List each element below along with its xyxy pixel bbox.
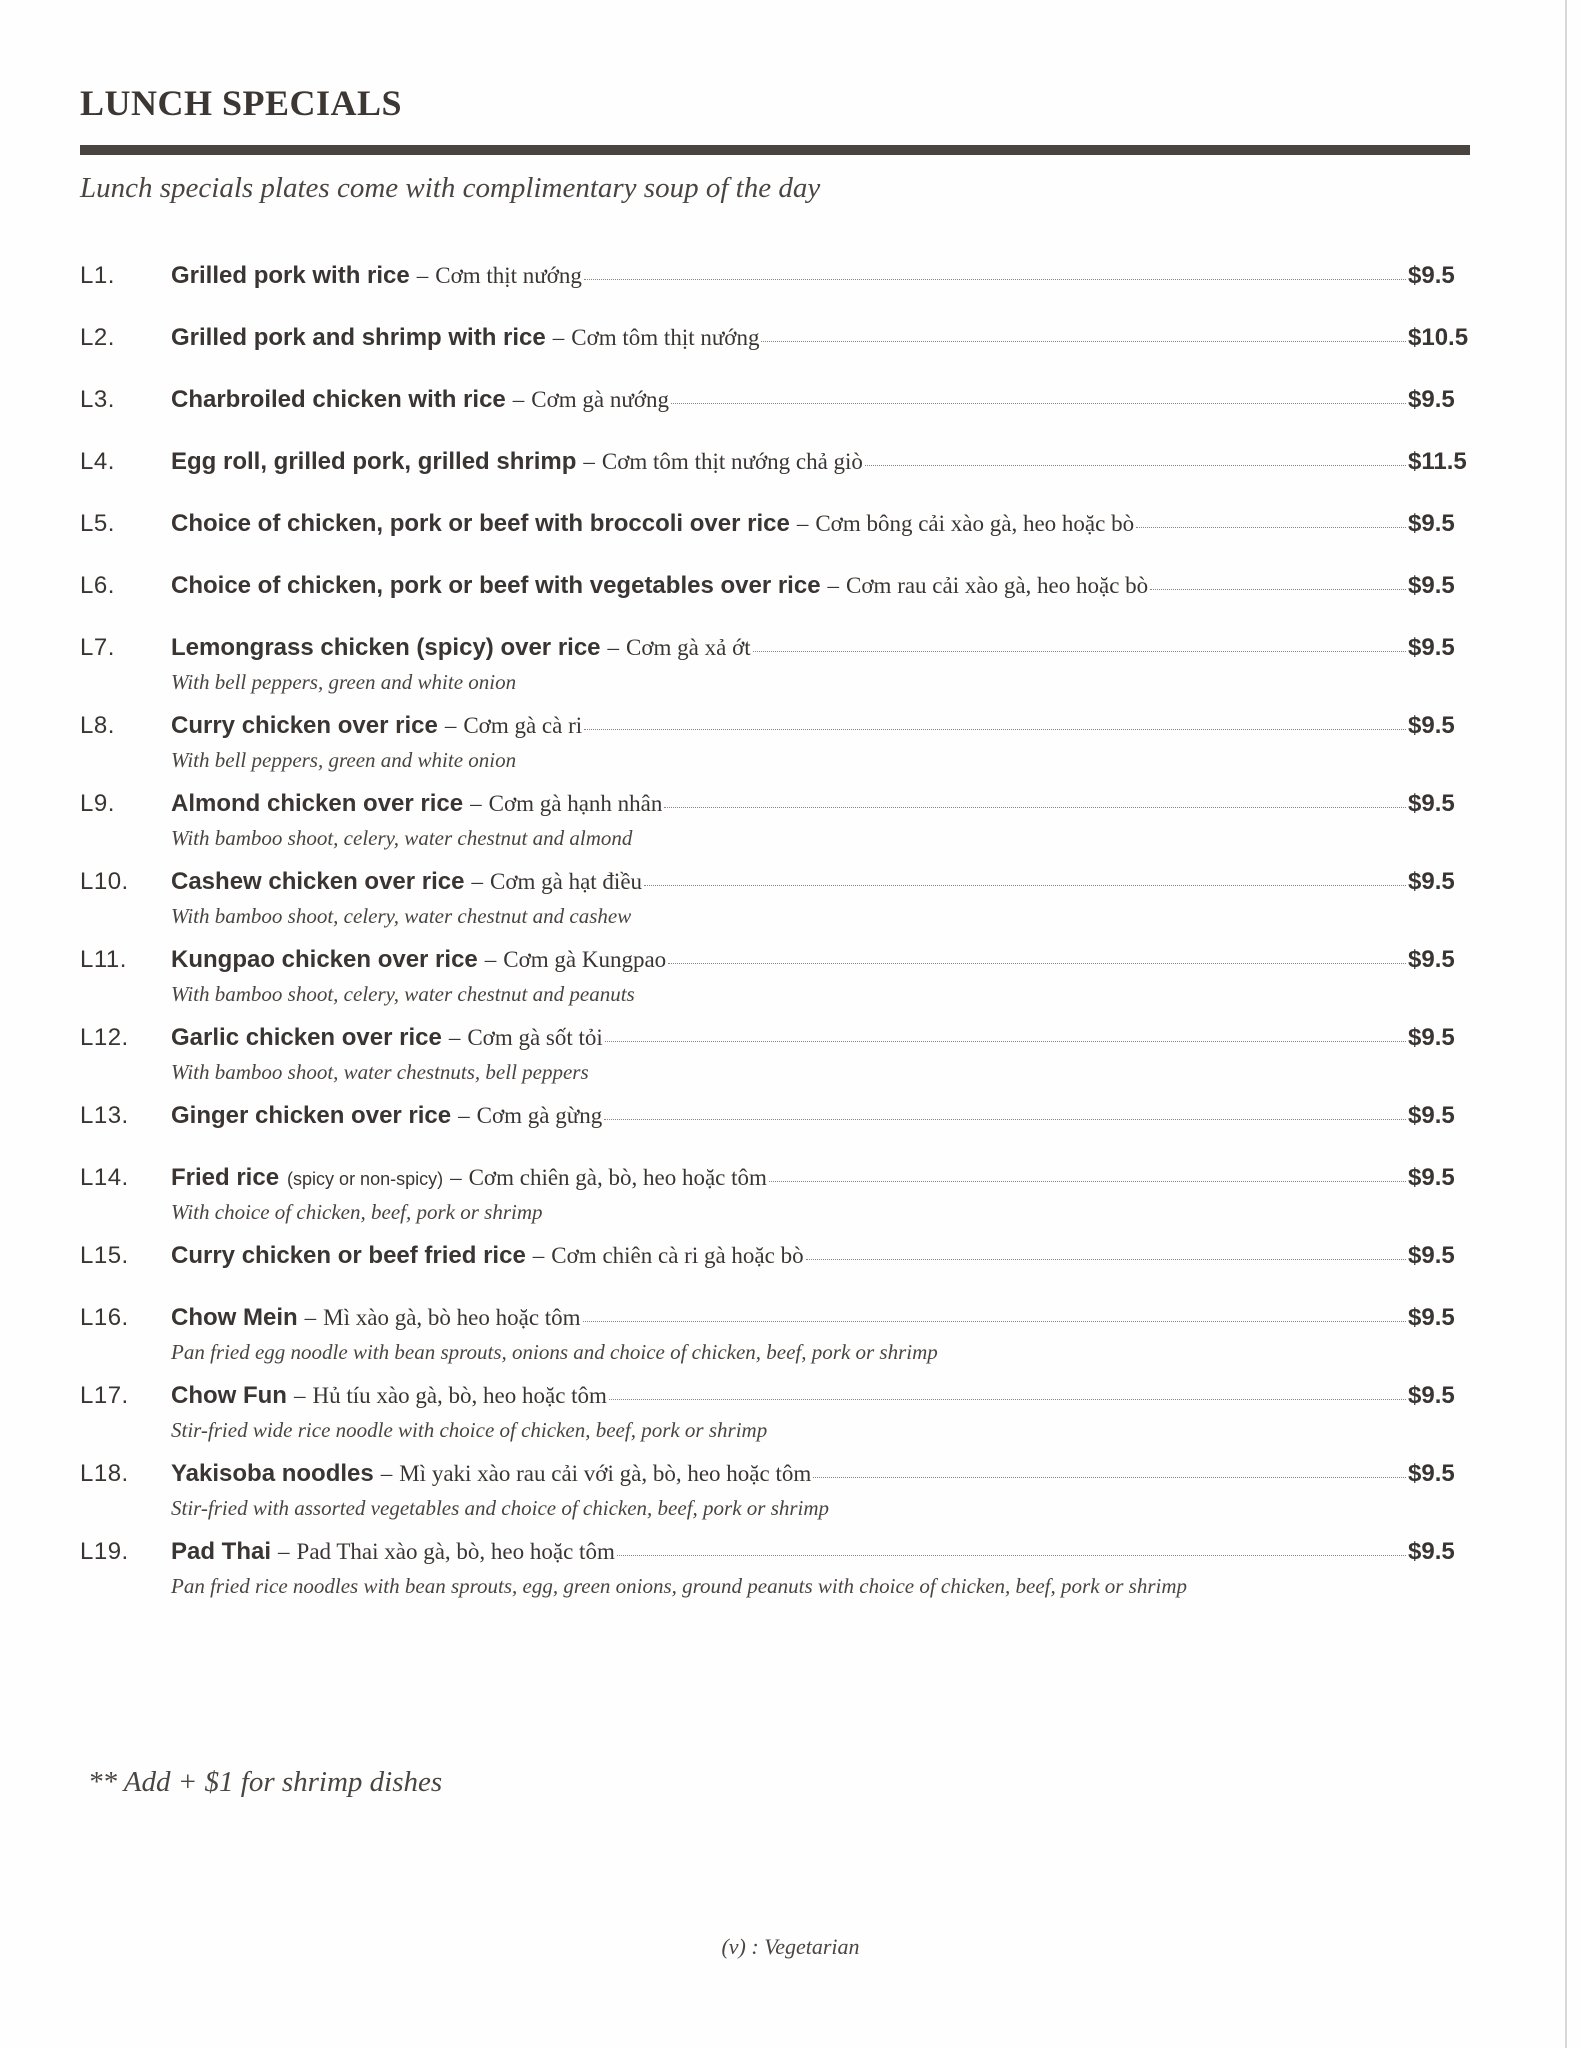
item-vietnamese-name: Cơm gà hạt điều [489, 869, 643, 894]
item-spacer [80, 853, 1470, 868]
item-vietnamese-name: Cơm chiên cà ri gà hoặc bò [551, 1243, 804, 1268]
dot-leader [617, 1554, 1406, 1556]
item-name: Fried rice [171, 1164, 280, 1191]
title-rule [80, 145, 1470, 155]
dot-leader [584, 728, 1406, 730]
item-spacer [80, 1087, 1470, 1102]
item-code: L10. [80, 868, 129, 895]
dot-leader [813, 1476, 1406, 1478]
item-description: With bamboo shoot, celery, water chestnut and cashew [171, 904, 632, 928]
item-spacer [80, 430, 1470, 448]
item-spacer [80, 1523, 1470, 1538]
dot-leader [671, 402, 1406, 404]
item-spacer [80, 1367, 1470, 1382]
menu-item [80, 1024, 1470, 1102]
dot-leader [753, 650, 1406, 652]
item-vietnamese-name: Mì xào gà, bò heo hoặc tôm [323, 1305, 581, 1330]
item-price: $9.5 [1408, 386, 1455, 413]
item-vietnamese-name: Mì yaki xào rau cải với gà, bò, heo hoặc tôm [399, 1461, 812, 1486]
dot-leader [604, 1118, 1406, 1120]
shrimp-note: ** Add + $1 for shrimp dishes [88, 1766, 443, 1798]
item-separator: – [796, 511, 809, 536]
item-code: L17. [80, 1382, 129, 1409]
item-vietnamese-name: Cơm tôm thịt nướng chả giò [601, 449, 863, 474]
item-vietnamese-name: Cơm gà gừng [476, 1103, 603, 1128]
dot-leader [769, 1180, 1406, 1182]
item-code: L18. [80, 1460, 129, 1487]
item-spacer [80, 616, 1470, 634]
item-price: $9.5 [1408, 790, 1455, 817]
item-spacer [80, 1009, 1470, 1024]
item-spacer [80, 368, 1470, 386]
item-description: With choice of chicken, beef, pork or shrimp [171, 1200, 543, 1224]
item-code: L2. [80, 324, 115, 351]
item-vietnamese-name: Cơm tôm thịt nướng [571, 325, 760, 350]
item-vietnamese-name: Cơm rau cải xào gà, heo hoặc bò [846, 573, 1149, 598]
item-vietnamese-name: Pad Thai xào gà, bò, heo hoặc tôm [296, 1539, 615, 1564]
page-subtitle: Lunch specials plates come with complimentary soup of the day [80, 172, 821, 204]
item-name: Egg roll, grilled pork, grilled shrimp [171, 448, 577, 475]
item-price: $9.5 [1408, 572, 1455, 599]
menu-item [80, 1382, 1470, 1460]
menu-item [80, 572, 1470, 634]
item-separator: – [444, 713, 457, 738]
item-separator: – [512, 387, 525, 412]
item-name: Choice of chicken, pork or beef with broccoli over rice [171, 510, 790, 537]
item-description: With bamboo shoot, water chestnuts, bell peppers [171, 1060, 589, 1084]
item-price: $9.5 [1408, 868, 1455, 895]
item-name: Garlic chicken over rice [171, 1024, 442, 1051]
item-price: $9.5 [1408, 634, 1455, 661]
dot-leader [1136, 526, 1406, 528]
menu-item [80, 1102, 1470, 1164]
item-price: $9.5 [1408, 1538, 1455, 1565]
item-name: Charbroiled chicken with rice [171, 386, 506, 413]
item-separator: – [471, 869, 483, 894]
item-code: L7. [80, 634, 115, 661]
item-description: With bamboo shoot, celery, water chestnut and peanuts [171, 982, 635, 1006]
item-code: L9. [80, 790, 115, 817]
item-vietnamese-name: Cơm gà hạnh nhân [488, 791, 663, 816]
item-name: Pad Thai [171, 1538, 272, 1565]
menu-item-row [80, 262, 1470, 306]
item-vietnamese-name: Cơm bông cải xào gà, heo hoặc bò [815, 511, 1135, 536]
item-name: Almond chicken over rice [171, 790, 464, 817]
item-vietnamese-name: Cơm gà Kungpao [503, 947, 667, 972]
item-price: $9.5 [1408, 262, 1455, 289]
item-separator: – [380, 1461, 393, 1486]
item-code: L3. [80, 386, 115, 413]
item-price: $9.5 [1408, 1460, 1455, 1487]
item-separator: – [583, 449, 595, 474]
menu-item [80, 386, 1470, 448]
dot-leader [644, 884, 1406, 886]
menu-item [80, 1164, 1470, 1242]
dot-leader [605, 1040, 1406, 1042]
item-price: $9.5 [1408, 1102, 1455, 1129]
item-code: L8. [80, 712, 115, 739]
menu-item [80, 712, 1470, 790]
item-vietnamese-name: Cơm thịt nướng [435, 263, 582, 288]
item-separator: – [458, 1103, 470, 1128]
dot-leader [583, 1320, 1406, 1322]
item-spacer [80, 1227, 1470, 1242]
item-name: Yakisoba noodles [171, 1460, 374, 1487]
dot-leader [609, 1398, 1406, 1400]
menu-item [80, 868, 1470, 946]
item-spacer [80, 554, 1470, 572]
item-code: L1. [80, 262, 115, 289]
item-description: Pan fried egg noodle with bean sprouts, onions and choice of chicken, beef, pork or shrimp [171, 1340, 938, 1364]
item-name: Grilled pork and shrimp with rice [171, 324, 546, 351]
item-price: $9.5 [1408, 946, 1455, 973]
item-separator: – [532, 1243, 545, 1268]
menu-item [80, 790, 1470, 868]
item-price: $9.5 [1408, 712, 1455, 739]
item-name: Chow Fun [171, 1382, 287, 1409]
item-description: Stir-fried wide rice noodle with choice of chicken, beef, pork or shrimp [171, 1418, 768, 1442]
item-separator: – [450, 1165, 462, 1190]
dot-leader [668, 962, 1406, 964]
item-code: L14. [80, 1164, 129, 1191]
item-name: Chow Mein [171, 1304, 298, 1331]
menu-item [80, 262, 1470, 324]
item-price: $11.5 [1408, 448, 1467, 475]
item-price: $9.5 [1408, 1242, 1455, 1269]
dot-leader [1150, 588, 1406, 590]
menu-item [80, 1304, 1470, 1382]
item-spacer [80, 492, 1470, 510]
vegetarian-legend: (v) : Vegetarian [721, 1934, 860, 1959]
menu-item-row [80, 1242, 1470, 1286]
item-spacer [80, 306, 1470, 324]
item-description: With bamboo shoot, celery, water chestnut and almond [171, 826, 633, 850]
item-price: $9.5 [1408, 1382, 1455, 1409]
item-spacer [80, 775, 1470, 790]
item-spacer [80, 1146, 1470, 1164]
item-separator: – [448, 1025, 461, 1050]
menu-item [80, 1460, 1470, 1538]
item-vietnamese-name: Cơm gà xả ớt [626, 635, 751, 660]
item-vietnamese-name: Cơm chiên gà, bò, heo hoặc tôm [468, 1165, 767, 1190]
item-separator: – [304, 1305, 317, 1330]
item-separator: – [278, 1539, 290, 1564]
item-price: $9.5 [1408, 1164, 1455, 1191]
item-description: Stir-fried with assorted vegetables and choice of chicken, beef, pork or shrimp [171, 1496, 830, 1520]
item-code: L13. [80, 1102, 129, 1129]
item-separator: – [470, 791, 482, 816]
item-name: Curry chicken over rice [171, 712, 438, 739]
item-code: L4. [80, 448, 115, 475]
dot-leader [664, 806, 1406, 808]
item-separator: – [607, 635, 620, 660]
page-edge [1565, 0, 1567, 2048]
menu-item-row [80, 1102, 1470, 1146]
dot-leader [761, 340, 1406, 342]
item-code: L6. [80, 572, 115, 599]
item-price: $10.5 [1408, 324, 1469, 351]
menu-item-row [80, 448, 1470, 492]
item-description: With bell peppers, green and white onion [171, 670, 517, 694]
item-price: $9.5 [1408, 1024, 1455, 1051]
menu-item [80, 324, 1470, 386]
item-code: L16. [80, 1304, 129, 1331]
dot-leader [865, 464, 1406, 466]
item-description: Pan fried rice noodles with bean sprouts, egg, green onions, ground peanuts with choice of chicken, beef, pork or shrimp [171, 1574, 1188, 1598]
menu-item-row [80, 386, 1470, 430]
menu-item-row [80, 324, 1470, 368]
item-name: Lemongrass chicken (spicy) over rice [171, 634, 601, 661]
item-separator: – [416, 263, 429, 288]
dot-leader [806, 1258, 1406, 1260]
item-vietnamese-name: Hủ tíu xào gà, bò, heo hoặc tôm [312, 1383, 607, 1408]
item-vietnamese-name: Cơm gà sốt tỏi [467, 1025, 603, 1050]
menu-item-row [80, 510, 1470, 554]
item-name: Curry chicken or beef fried rice [171, 1242, 526, 1269]
item-spice-note: (spicy or non-spicy) [287, 1169, 444, 1189]
item-price: $9.5 [1408, 510, 1455, 537]
item-code: L5. [80, 510, 115, 537]
item-description: With bell peppers, green and white onion [171, 748, 517, 772]
item-name: Choice of chicken, pork or beef with vegetables over rice [171, 572, 821, 599]
menu-item-row [80, 572, 1470, 616]
item-separator: – [293, 1383, 306, 1408]
menu-item [80, 1538, 1470, 1616]
item-vietnamese-name: Cơm gà cà ri [463, 713, 583, 738]
item-name: Cashew chicken over rice [171, 868, 465, 895]
page-title: LUNCH SPECIALS [80, 83, 403, 123]
menu-list [80, 262, 1470, 1616]
item-code: L11. [80, 946, 127, 973]
item-code: L15. [80, 1242, 129, 1269]
item-price: $9.5 [1408, 1304, 1455, 1331]
item-separator: – [552, 325, 565, 350]
item-name: Kungpao chicken over rice [171, 946, 478, 973]
item-name: Ginger chicken over rice [171, 1102, 452, 1129]
item-spacer [80, 1601, 1470, 1616]
item-code: L12. [80, 1024, 129, 1051]
item-name: Grilled pork with rice [171, 262, 410, 289]
item-spacer [80, 1286, 1470, 1304]
item-separator: – [484, 947, 497, 972]
item-spacer [80, 931, 1470, 946]
item-code: L19. [80, 1538, 129, 1565]
dot-leader [584, 278, 1406, 280]
item-spacer [80, 697, 1470, 712]
menu-item [80, 634, 1470, 712]
menu-item [80, 1242, 1470, 1304]
item-spacer [80, 1445, 1470, 1460]
item-vietnamese-name: Cơm gà nướng [531, 387, 669, 412]
menu-item [80, 946, 1470, 1024]
menu-item [80, 510, 1470, 572]
menu-item [80, 448, 1470, 510]
item-separator: – [827, 573, 840, 598]
